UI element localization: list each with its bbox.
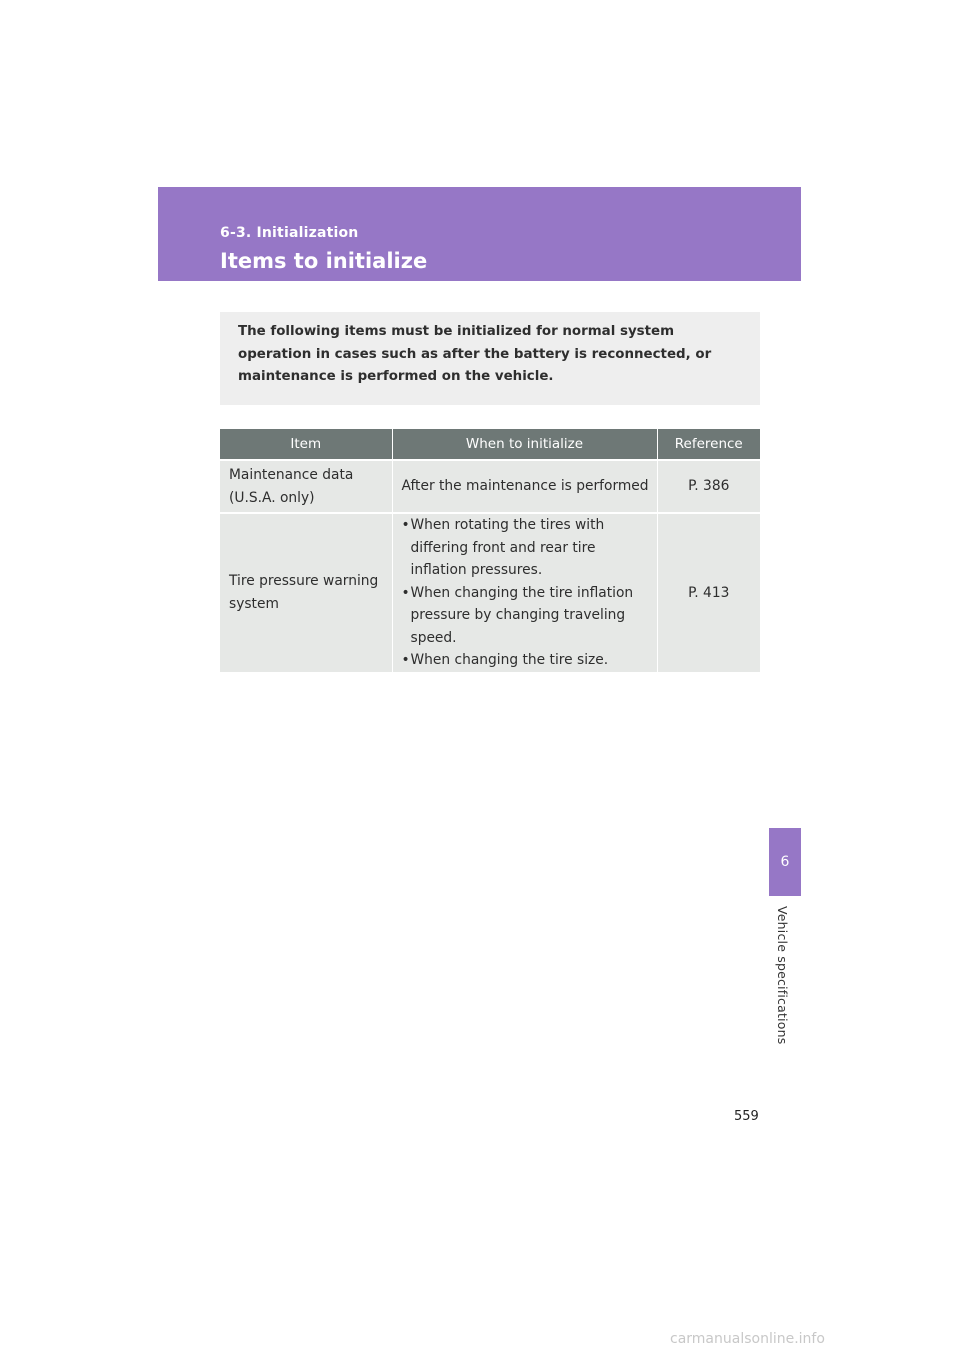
item-name-line: system	[229, 595, 279, 612]
when-cell	[392, 460, 657, 513]
when-bullet: • When changing the tire size.	[402, 649, 651, 672]
column-header-item: Item	[220, 429, 392, 460]
table-row	[220, 460, 760, 513]
page-title: Items to initialize	[220, 249, 428, 273]
watermark: carmanualsonline.info	[670, 1331, 825, 1347]
item-name-line: Maintenance data	[229, 467, 354, 483]
column-header-when: When to initialize	[392, 429, 657, 460]
when-bullet: • When changing the tire inflation pressure by changing traveling speed.	[402, 582, 651, 650]
when-cell	[392, 513, 657, 672]
item-cell	[220, 513, 392, 672]
table-header-row	[220, 429, 760, 460]
chapter-label: Vehicle specifications	[775, 906, 790, 1045]
table-row	[220, 513, 760, 672]
reference-cell: P. 386	[657, 460, 760, 513]
item-name-line: Tire pressure warning	[229, 573, 379, 590]
item-cell	[220, 460, 392, 513]
intro-text: The following items must be initialized for normal system operation in cases such as after the battery is reconnected, or maintenance is performed on the vehicle.	[238, 324, 712, 384]
when-text: After the maintenance is performed	[401, 478, 649, 495]
items-table	[220, 429, 760, 672]
header-band	[158, 187, 801, 281]
chapter-number: 6	[780, 854, 790, 870]
page-number: 559	[734, 1109, 759, 1124]
item-name-line: (U.S.A. only)	[229, 489, 315, 506]
chapter-tab	[769, 828, 801, 896]
intro-box	[220, 312, 760, 405]
section-label: 6-3. Initialization	[220, 225, 359, 241]
column-header-reference: Reference	[657, 429, 760, 460]
reference-cell: P. 413	[657, 513, 760, 672]
when-bullet: • When rotating the tires with differing front and rear tire inflation pressures.	[402, 514, 651, 582]
when-bullet-list	[402, 514, 651, 672]
